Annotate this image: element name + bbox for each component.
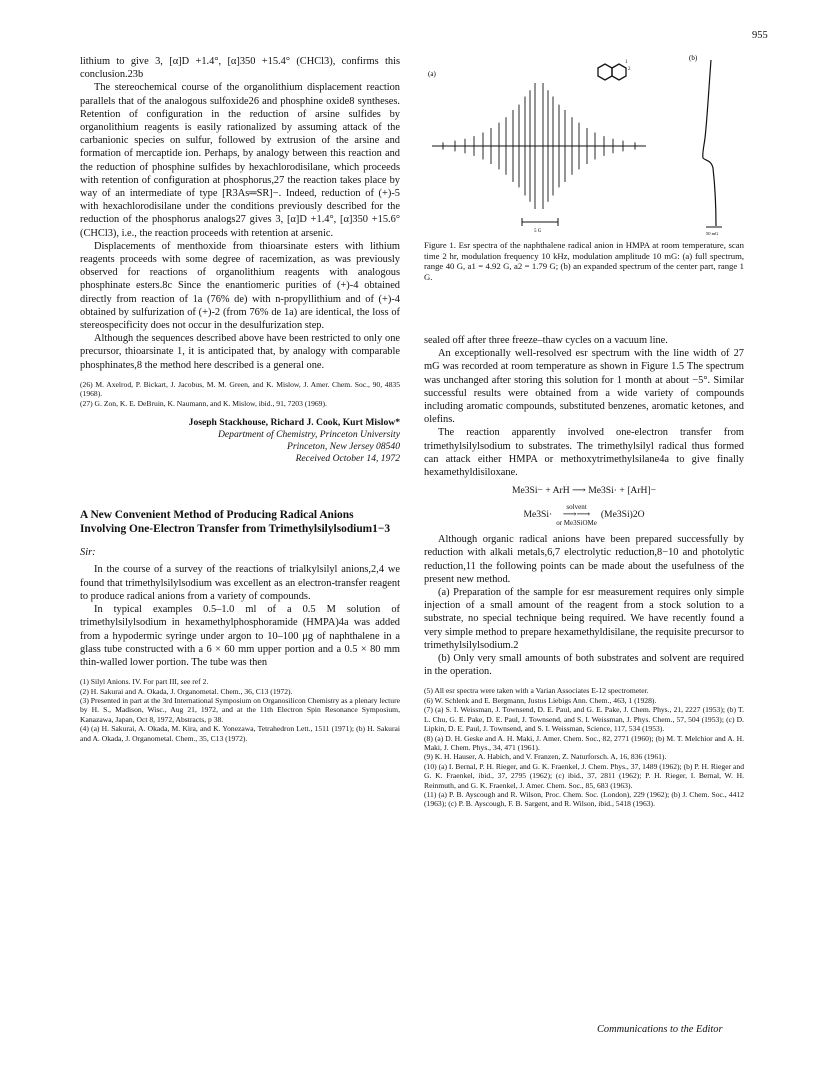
paragraph-survey: In the course of a survey of the reactions of trialkylsilyl anions,2,4 we found that trimethylsilylsodium was excellent as an electron-transfer reagent to produce radical anions from a variety of compounds. bbox=[80, 564, 400, 602]
paragraph-procedure: In typical examples 0.5–1.0 ml of a 0.5 M solution of trimethylsilylsodium in hexamethylphosphoramide (HMPA)4a was added from a hypodermic syringe under argon to 10–100 μg of naphthalene in a glass tube constructed with a 6 × 60 mm upper portion and a 0.5 × 80 mm thin-walled lower portion. The tube was then bbox=[80, 604, 400, 668]
equation-1: Me3Si− + ArH ⟶ Me3Si· + [ArH]− bbox=[511, 485, 657, 497]
paragraph-conclusion: Although the sequences described above have been restricted to only one precursor, thioarsinate 1, it is anticipated that, by analogy with comparable phosphinates,8 the method here described is a general one. bbox=[80, 333, 400, 371]
equation-2-below: or Me3SiOMe bbox=[556, 519, 597, 528]
figure-caption: Figure 1. Esr spectra of the naphthalene radical anion in HMPA at room temperature, scan time 2 hr, modulation frequency 10 kHz, modulation amplitude 10 mG: (a) full spectrum, range 40 G, a1 = 4.92 G, a2 = 1.79 G; (b) an expanded spectrum of the center part, range 1 G. bbox=[424, 240, 744, 282]
reference-26: (26) M. Axelrod, P. Bickart, J. Jacobus, M. M. Green, and K. Mislow, J. Amer. Chem. Soc., 90, 4835 (1968). bbox=[80, 379, 400, 399]
equation-2-above: solvent bbox=[566, 503, 587, 512]
paragraph-point-a: (a) Preparation of the sample for esr measurement requires only simple injection of a small amount of the reagent from a stock solution to a substrate, no special technique being required. We have recently found a very simple method to prepare hexamethyldisilane, the requisite precursor to trimethylsilylsodium.2 bbox=[424, 587, 744, 651]
scale-bar-b bbox=[706, 227, 722, 236]
paragraph-point-b: (b) Only very small amounts of both substrates and solvent are required in the operation. bbox=[424, 653, 744, 678]
molecule-label-1: 1 bbox=[625, 60, 628, 65]
footnote-3: (3) Presented in part at the 3rd International Symposium on Organosilicon Chemistry as a plenary lecture by H. S., Madison, Wisc., Aug 21, 1972, and at the 11th Electron Spin Resonance Symposium, Kanazawa, Japan, Oct 8, 1972, Abstracts, p 38. bbox=[80, 695, 400, 724]
footnote-8: (8) (a) D. H. Geske and A. H. Maki, J. Amer. Chem. Soc., 82, 2771 (1960); (b) M. T. Melchior and A. H. Maki, J. Chem. Phys., 34, 471 (1961). bbox=[424, 733, 744, 752]
footnote-6: (6) W. Schlenk and E. Bergmann, Justus Liebigs Ann. Chem., 463, 1 (1928). bbox=[424, 695, 657, 705]
right-column bbox=[424, 334, 744, 809]
spectrum-a bbox=[432, 83, 646, 209]
carryover-paragraph: lithium to give 3, [α]D +1.4°, [α]350 +15.4° (CHCl3), confirms this conclusion.23b bbox=[80, 56, 400, 81]
figure-label-b: (b) bbox=[689, 54, 698, 62]
paragraph-spectrum: An exceptionally well-resolved esr spectrum with the line width of 27 mG was recorded at room temperature as shown in Figure 1.5 The spectrum was unchanged after storing this solution for 1 month at about −5°. Similar successful results were obtained from a wide variety of compounds including aromatic compounds, substituted benzenes, aromatic ketones, and olefins. bbox=[424, 348, 744, 426]
author-list: Joseph Stackhouse, Richard J. Cook, Kurt Mislow* bbox=[188, 417, 400, 429]
footnote-5: (5) All esr spectra were taken with a Varian Associates E-12 spectrometer. bbox=[424, 686, 649, 696]
footnote-1: (1) Silyl Anions. IV. For part III, see ref 2. bbox=[80, 677, 209, 687]
equation-2-arrow: ⟶⟶ bbox=[562, 509, 591, 521]
footnote-10: (10) (a) I. Bernal, P. H. Rieger, and G. K. Fraenkel, J. Chem. Phys., 37, 1489 (1962); (b) P. H. Rieger and G. K. Fraenkel, ibid., 37, 2795 (1962); (c) ibid., 37, 2811 (1962); P. H. Rieger, I. Bernal, W. H. Reinmuth, and G. K. Fraenkel, J. Amer. Chem. Soc., 85, 683 (1963). bbox=[424, 761, 744, 790]
salutation: Sir: bbox=[80, 547, 96, 559]
footnote-2: (2) H. Sakurai and A. Okada, J. Organometal. Chem., 36, C13 (1972). bbox=[80, 686, 293, 696]
page-number: 955 bbox=[752, 30, 768, 41]
spectrum-b bbox=[703, 60, 716, 226]
scale-label-b: 50 mG bbox=[706, 231, 719, 236]
footnote-9: (9) K. H. Hauser, A. Habich, and V. Franzen, Z. Naturforsch. A, 16, 836 (1961). bbox=[424, 752, 667, 762]
equation-2-left: Me3Si· bbox=[523, 509, 553, 521]
page-footer: Communications to the Editor bbox=[597, 1024, 723, 1035]
footnote-7: (7) (a) S. I. Weissman, J. Townsend, D. E. Paul, and G. E. Pake, J. Chem. Phys., 21, 2227 (1953); (b) T. L. Chu, G. E. Pake, D. E. Paul, J. Townsend, and S. I. Weissman, J. Phys. Chem., 57, 504 (1953); (c) D. Lipkin, D. E. Paul, J. Townsend, and S. I. Weissman, Science, 117, 534 (1953). bbox=[424, 705, 744, 734]
footnote-11: (11) (a) P. B. Ayscough and R. Wilson, Proc. Chem. Soc. (London), 229 (1962); (b) J. Chem. Soc., 4412 (1963); (c) P. B. Ayscough, F. B. Sargent, and R. Wilson, ibid., 5418 (1963). bbox=[424, 789, 744, 809]
affiliation-address: Princeton, New Jersey 08540 bbox=[287, 441, 400, 453]
scale-bar-a bbox=[522, 218, 558, 234]
naphthalene-structure bbox=[598, 60, 631, 80]
esr-spectrum-figure bbox=[424, 46, 744, 242]
footnote-4: (4) (a) H. Sakurai, A. Okada, M. Kira, and K. Yonezawa, Tetrahedron Lett., 1511 (1971); (b) H. Sakurai and A. Okada, J. Organometal. Chem., 35, C13 (1972). bbox=[80, 724, 400, 743]
equation-2-right: (Me3Si)2O bbox=[600, 509, 645, 521]
paragraph-displacements: Displacements of menthoxide from thioarsinate esters with lithium reagents proceeds with some degree of racemization, as was previously observed for reactions of organolithium reagents with analogous phosphinate esters.8c Since the enantiomeric purities of (+)-4 obtained directly from reaction of 1a (76% de) with n-propyllithium and of (+)-4 obtained by sulfurization of (+)-2 (from 76% de 1a) are identical, the loss of stereospecificity does not occur in the desulfurization step. bbox=[80, 240, 400, 332]
paragraph-stereochemistry: The stereochemical course of the organolithium displacement reaction parallels that of the analogous sulfoxide26 and phosphine oxide8 syntheses. Retention of configuration in the reduction of arsine sulfides by organolithium reagents is easily rationalized by assuming attack of the carbanionic species on sulfur, followed by extrusion of the arsine and formation of mercaptide ion. Perhaps, by analogy between this reaction and the reduction of phosphine sulfides by hexachlorodisilane, which proceeds with retention of configuration at phosphorus,27 the reaction takes place by way of an intermediate of type [R3As═SR]−. Indeed, reduction of (+)-5 with hexachlorodisilane under the conditions previously described for the reduction of the phosphorus analogs27 gives 3, [α]D +1.4°, [α]350 +15.6° (CHCl3), i.e., the reaction proceeds with retention at arsenic. bbox=[80, 82, 400, 239]
affiliation-department: Department of Chemistry, Princeton University bbox=[218, 429, 400, 441]
figure-label-a: (a) bbox=[428, 70, 436, 78]
scale-label-a: 5 G bbox=[534, 229, 542, 234]
received-date: Received October 14, 1972 bbox=[295, 453, 400, 465]
paragraph-prior-methods: Although organic radical anions have been prepared successfully by reduction with alkali metals,6,7 electrolytic reduction,8−10 and photolytic reduction,11 the following points can be made about the usefulness of the present new method. bbox=[424, 534, 744, 585]
reference-27: (27) G. Zon, K. E. DeBruin, K. Naumann, and K. Mislow, ibid., 91, 7203 (1969). bbox=[80, 398, 327, 408]
paragraph-electron-transfer: The reaction apparently involved one-electron transfer from trimethylsilylsodium to substrates. The trimethylsilyl radical thus formed can attack either HMPA or methoxytrimethylsilane4a to give finally hexamethyldisiloxane. bbox=[424, 427, 744, 479]
article-headline: A New Convenient Method of Producing Radical Anions Involving One-Electron Transfer from Trimethylsilylsodium1−3 bbox=[80, 509, 391, 535]
equation-2 bbox=[424, 503, 744, 527]
paragraph-sealed: sealed off after three freeze–thaw cycles on a vacuum line. bbox=[424, 335, 668, 346]
molecule-label-2: 2 bbox=[628, 67, 631, 72]
left-column bbox=[80, 55, 400, 743]
